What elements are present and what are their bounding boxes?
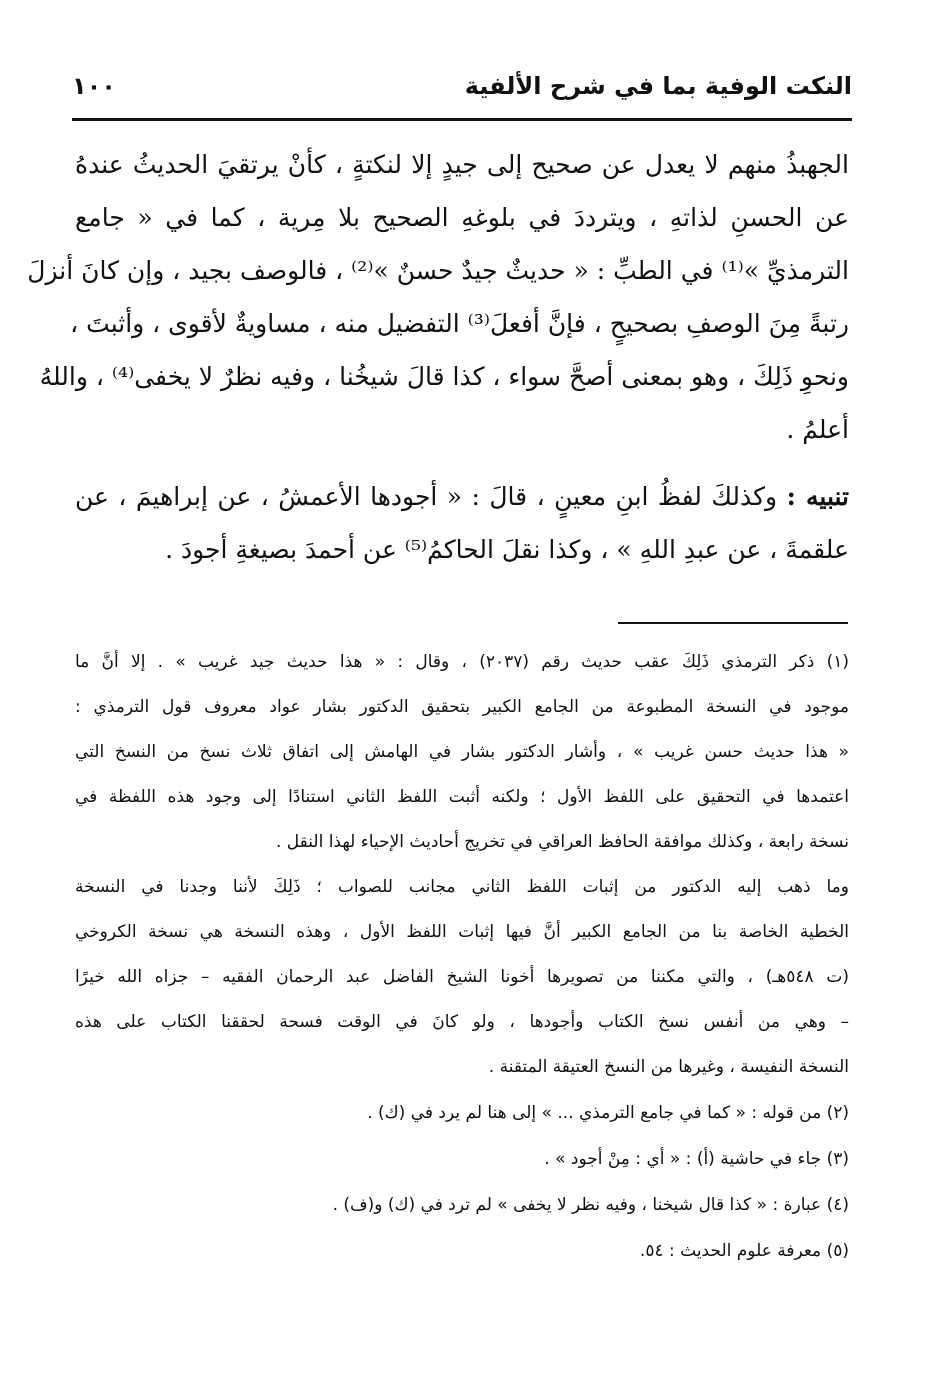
footnote-5: (٥) معرفة علوم الحديث : ٥٤. <box>639 1241 849 1261</box>
footnote-2: (٢) من قوله : « كما في جامع الترمذي ... » إلى هنا لم يرد في (ك) . <box>367 1103 849 1123</box>
footnote-line: موجود في النسخة المطبوعة من الجامع الكبير بتحقيق الدكتور بشار عواد معروف قول الترمذي : <box>75 697 849 717</box>
footnote-line: – وهي من أنفس نسخ الكتاب وأجودها ، ولو كانَ في الوقت فسحة لحققنا الكتاب على هذه <box>75 1012 849 1032</box>
text-line: أعلمُ . <box>786 415 849 444</box>
footnote-line: وما ذهب إليه الدكتور من إثبات اللفظ الثاني مجانب للصواب ؛ ذَلِكَ لأننا وجدنا في النسخة <box>75 877 849 897</box>
text-line: الترمذيِّ »⁽¹⁾ في الطبِّ : « حديثٌ جيدٌ حسنٌ »⁽²⁾ ، فالوصف بجيد ، وإن كانَ أنزلَ <box>27 256 849 285</box>
footnote-line: الخطية الخاصة بنا من الجامع الكبير أنَّ فيها إثبات اللفظ الأول ، وهذه النسخة هي نسخة الكروخي <box>75 922 849 942</box>
footnote-line: (ت ٥٤٨هـ) ، والتي مكننا من تصويرها أخونا الشيخ الفاضل عبد الرحمان الفقيه – جزاه الله خيرًا <box>75 967 849 987</box>
note-text: وكذلكَ لفظُ ابنِ معينٍ ، قالَ : « أجودها الأعمشُ ، عن إبراهيمَ ، عن <box>75 482 778 511</box>
footnote-3: (٣) جاء في حاشية (أ) : « أي : مِنْ أجود » . <box>544 1149 849 1169</box>
text-line: عن الحسنِ لذاتهِ ، ويترددَ في بلوغهِ الصحيح بلا مِرية ، كما في « جامع <box>75 203 849 232</box>
text-line: علقمةَ ، عن عبدِ اللهِ » ، وكذا نقلَ الحاكمُ⁽⁵⁾ عن أحمدَ بصيغةِ أجودَ . <box>165 535 849 564</box>
footnote-line: (١) ذكر الترمذي ذَلِكَ عقب حديث رقم (٢٠٣٧) ، وقال : « هذا حديث جيد غريب » . إلا أنَّ ما <box>75 652 849 672</box>
footnote-line: النسخة النفيسة ، وغيرها من النسخ العتيقة المتقنة . <box>488 1057 849 1077</box>
text-line: رتبةً مِنَ الوصفِ بصحيحٍ ، فإنَّ أفعلَ⁽³⁾ التفضيل منه ، مساويةٌ لأقوى ، وأثبتَ ، <box>70 309 849 338</box>
header-rule <box>72 118 852 121</box>
text-line <box>75 470 849 523</box>
footnote-line: اعتمدها في التحقيق على اللفظ الأول ؛ ولكنه أثبت اللفظ الثاني استنادًا إلى وجود هذه اللفظة في <box>75 787 849 807</box>
text-line: الجهبذُ منهم لا يعدل عن صحيح إلى جيدٍ إلا لنكتةٍ ، كأنْ يرتقيَ الحديثُ عندهُ <box>75 150 849 179</box>
running-title: النكت الوفية بما في شرح الألفية <box>464 72 852 100</box>
footnotes <box>75 640 849 1274</box>
note-label: تنبيه : <box>786 482 850 511</box>
footnote-line: نسخة رابعة ، وكذلك موافقة الحافظ العراقي في تخريج أحاديث الإحياء لهذا النقل . <box>275 832 849 852</box>
text-line: ونحوِ ذَلِكَ ، وهو بمعنى أصحَّ سواء ، كذا قالَ شيخُنا ، وفيه نظرٌ لا يخفى⁽⁴⁾ ، واللهُ <box>39 362 849 391</box>
running-header <box>72 62 852 112</box>
main-text <box>27 138 850 576</box>
footnote-rule <box>618 622 848 624</box>
footnote-4: (٤) عبارة : « كذا قال شيخنا ، وفيه نظر لا يخفى » لم ترد في (ك) و(ف) . <box>332 1195 849 1215</box>
page-number: ١٠٠ <box>72 72 116 100</box>
footnote-line: « هذا حديث حسن غريب » ، وأشار الدكتور بشار في الهامش إلى اتفاق ثلاث نسخ من النسخ التي <box>75 742 849 762</box>
